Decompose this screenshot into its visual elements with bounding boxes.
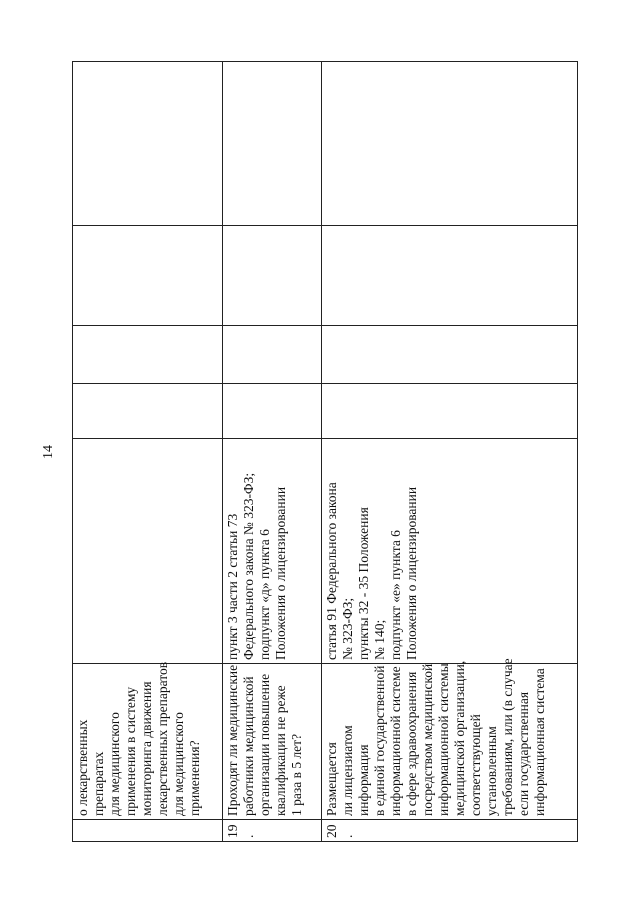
question-line: информационная система [532, 668, 547, 816]
requisites-line: Положения о лицензировании [273, 486, 288, 660]
requisites-line: № 323-ФЗ; [340, 597, 355, 660]
question-line: информационной системе [388, 666, 403, 816]
table-row [322, 62, 578, 842]
question-cell [223, 664, 322, 820]
row-number: 20. [322, 820, 578, 842]
requisites-line: статья 91 Федерального закона [324, 482, 339, 660]
answer-yes-cell [73, 384, 223, 439]
requisites-line: Федерального закона № 323-ФЗ; [241, 472, 256, 660]
question-line: информация [356, 744, 371, 816]
requirements-table [72, 61, 578, 842]
answer-no-cell [73, 326, 223, 384]
question-cell [73, 661, 223, 820]
question-line: применения в систему [123, 686, 138, 816]
question-line: установленным [484, 726, 499, 816]
requisites-line: пункт 3 части 2 статьи 73 [225, 513, 240, 660]
question-line: 1 раза в 5 лет? [289, 733, 304, 816]
answer-no-cell [223, 326, 322, 384]
question-line: соответствующей [468, 714, 483, 816]
question-line: в сфере здравоохранения [404, 671, 419, 816]
question-line: для медицинского [171, 712, 186, 816]
question-line: препаратах [91, 751, 106, 816]
question-line: медицинской организации, [452, 660, 467, 816]
question-line: Проходят ли медицинские [225, 664, 240, 816]
question-line: Размещается [324, 742, 339, 816]
question-line: мониторинга движения [139, 681, 154, 816]
question-cell [322, 658, 578, 820]
requisites-line: подпункт «д» пункта 6 [257, 529, 272, 660]
answer-yes-cell [322, 384, 578, 439]
note-cell [322, 62, 578, 226]
requisites-line: подпункт «е» пункта 6 [388, 530, 403, 660]
question-line: в единой государственной [372, 665, 387, 816]
question-line: требованиям, или (в случае [500, 658, 515, 816]
question-line: квалификации не реже [273, 685, 288, 816]
page-number: 14 [41, 445, 56, 459]
answer-na-cell [322, 226, 578, 326]
table-row [73, 62, 223, 842]
question-line: о лекарственных [75, 719, 90, 816]
question-line: работники медицинской [241, 676, 256, 816]
question-line: если государственная [516, 691, 531, 816]
requisites-line: Положения о лицензировании [404, 486, 419, 660]
question-line: посредством медицинской [420, 663, 435, 816]
note-cell [223, 62, 322, 226]
note-cell [73, 62, 223, 226]
requisites-cell [322, 439, 578, 664]
question-line: применения? [187, 740, 202, 816]
question-line: организации повышение [257, 673, 272, 816]
requisites-line: пункты 32 - 35 Положения [356, 507, 371, 660]
question-line: информационной системы [436, 663, 451, 816]
requisites-cell [73, 439, 223, 664]
requisites-line: № 140; [372, 619, 387, 660]
row-number: 19. [223, 820, 322, 842]
answer-na-cell [223, 226, 322, 326]
row-number [73, 820, 223, 842]
answer-no-cell [322, 326, 578, 384]
table-row [223, 62, 322, 842]
question-line: ли лицензиатом [340, 725, 355, 816]
answer-na-cell [73, 226, 223, 326]
requisites-cell [223, 439, 322, 664]
rotated-table-container [72, 62, 577, 842]
answer-yes-cell [223, 384, 322, 439]
question-line: для медицинского [107, 712, 122, 816]
question-line: лекарственных препаратов [155, 661, 170, 816]
